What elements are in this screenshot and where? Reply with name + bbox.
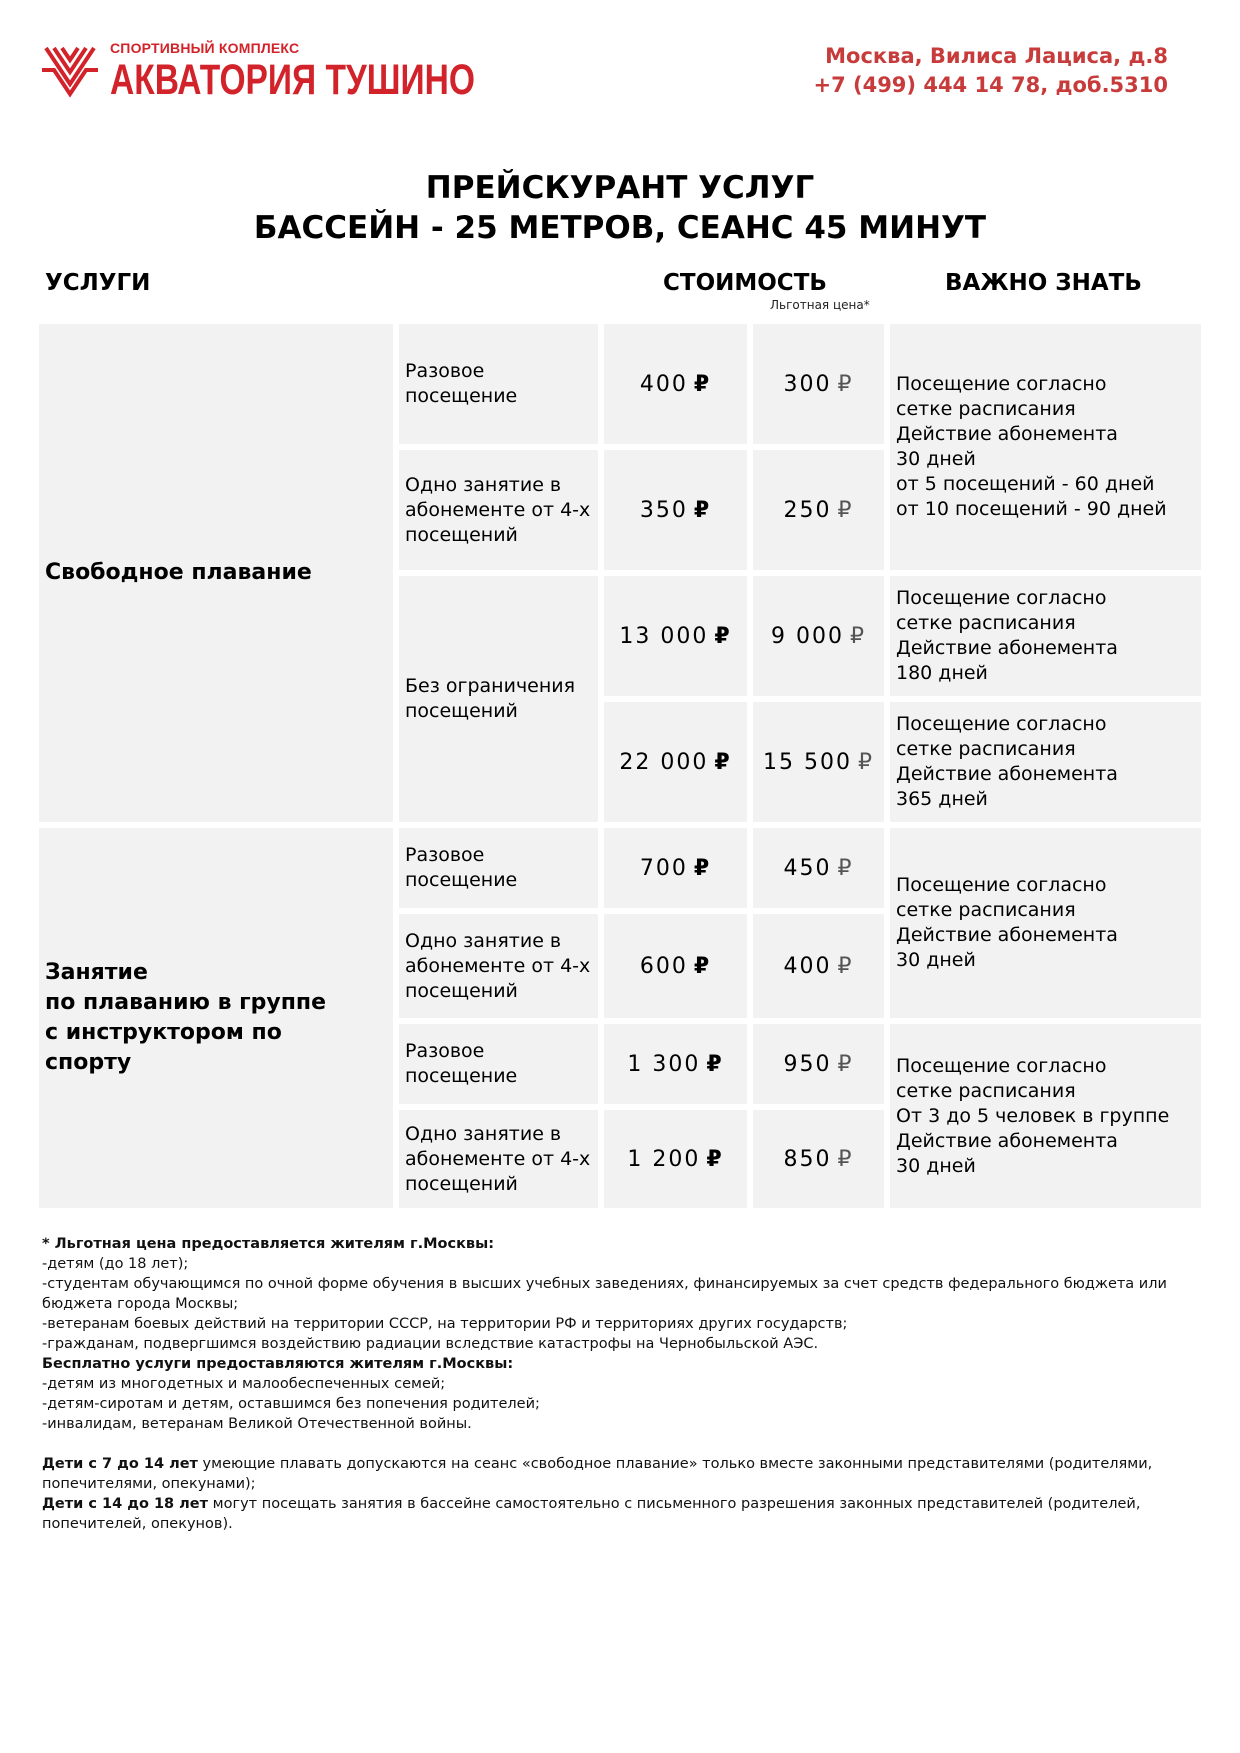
kids-rule-1 <box>42 1454 1202 1494</box>
discount-price-cell <box>753 1024 884 1104</box>
ruble-icon: ₽ <box>837 371 854 397</box>
discount-value: 250 <box>783 497 832 523</box>
discount-item: -гражданам, подвергшимся воздействию радиации вследствие катастрофы на Чернобыльской АЭС. <box>42 1336 819 1352</box>
discount-item: -студентам обучающимся по очной форме обучения в высших учебных заведениях, финансируемых за счет средств федерального бюджета или бюджета города Москвы; <box>42 1276 1167 1312</box>
free-item: -инвалидам, ветеранам Великой Отечественной войны. <box>42 1416 472 1432</box>
note-line: 30 дней <box>896 1154 976 1177</box>
price-cell <box>604 324 747 444</box>
page-title <box>0 168 1240 248</box>
price-value: 13 000 <box>619 623 709 649</box>
discount-price-cell <box>753 914 884 1018</box>
discount-price-cell <box>753 450 884 570</box>
phone: +7 (499) 444 14 78, доб.5310 <box>813 73 1168 97</box>
discount-value: 15 500 <box>763 749 852 775</box>
visit-type: Разовое посещение <box>399 324 598 444</box>
title-line-2: БАССЕЙН - 25 МЕТРОВ, СЕАНС 45 МИНУТ <box>253 210 987 246</box>
price-cell <box>604 702 747 822</box>
visit-type: Без ограничения посещений <box>399 576 598 822</box>
contact-block <box>813 42 1168 100</box>
ruble-icon: ₽ <box>837 1051 854 1077</box>
discount-title: * Льготная цена предоставляется жителям г.Москвы: <box>42 1236 495 1252</box>
logo-subtitle: СПОРТИВНЫЙ КОМПЛЕКС <box>110 40 300 56</box>
discount-item: -ветеранам боевых действий на территории СССР, на территории РФ и территориях других государств; <box>42 1316 848 1332</box>
important-note <box>890 324 1201 570</box>
important-note <box>890 1024 1201 1208</box>
discount-price-cell <box>753 576 884 696</box>
price-cell <box>604 1110 747 1208</box>
footnotes <box>42 1234 1202 1534</box>
note-line: Посещение согласно <box>896 713 1107 735</box>
note-line: Действие абонемента <box>896 637 1118 659</box>
discount-price-cell <box>753 1110 884 1208</box>
discount-value: 450 <box>783 855 832 881</box>
note-line: Посещение согласно <box>896 874 1107 896</box>
note-line: 30 дней <box>896 949 976 971</box>
service-free-swim: Свободное плавание <box>39 324 393 822</box>
note-line: Действие абонемента <box>896 1129 1118 1152</box>
kids-rule-1-text: умеющие плавать допускаются на сеанс «свободное плавание» только вместе законными представителями (родителями, попечителями, опекунами); <box>42 1456 1153 1492</box>
price-value: 600 <box>639 953 688 979</box>
kids-rule-2-text: могут посещать занятия в бассейне самостоятельно с письменного разрешения законных представителей (родителей, попечителей, опекунов). <box>42 1496 1141 1532</box>
note-line: Посещение согласно <box>896 1054 1107 1077</box>
address: Москва, Вилиса Лациса, д.8 <box>825 44 1168 68</box>
discount-value: 400 <box>783 953 832 979</box>
ruble-icon: ₽ <box>837 953 854 979</box>
note-line: Посещение согласно <box>896 587 1107 609</box>
visit-type: Одно занятие в абонементе от 4-х посещений <box>399 1110 598 1208</box>
note-line: от 10 посещений - 90 дней <box>896 498 1167 520</box>
note-line: сетке расписания <box>896 899 1076 921</box>
visit-type: Разовое посещение <box>399 828 598 908</box>
ruble-icon: ₽ <box>849 623 866 649</box>
important-note <box>890 576 1201 696</box>
logo <box>40 40 475 104</box>
discount-value: 850 <box>783 1146 832 1172</box>
ruble-icon: ₽ <box>706 1051 724 1077</box>
column-header-services: УСЛУГИ <box>45 270 151 296</box>
kids-rule-2-age: Дети с 14 до 18 лет <box>42 1496 209 1512</box>
important-note <box>890 828 1201 1018</box>
note-line: 365 дней <box>896 788 988 810</box>
logo-mark-icon <box>40 40 100 100</box>
note-line: Действие абонемента <box>896 924 1118 946</box>
ruble-icon: ₽ <box>837 1146 854 1172</box>
note-line: сетке расписания <box>896 398 1076 420</box>
price-value: 1 300 <box>627 1051 701 1077</box>
ruble-icon: ₽ <box>837 497 854 523</box>
note-line: Посещение согласно <box>896 373 1107 395</box>
price-cell <box>604 828 747 908</box>
price-value: 1 200 <box>627 1146 701 1172</box>
visit-type: Одно занятие в абонементе от 4-х посещений <box>399 914 598 1018</box>
price-value: 700 <box>639 855 688 881</box>
price-cell <box>604 576 747 696</box>
service-label-line: спорту <box>45 1050 132 1075</box>
note-line: сетке расписания <box>896 612 1076 634</box>
discount-price-cell <box>753 324 884 444</box>
service-group-swim <box>39 828 393 1208</box>
price-value: 400 <box>639 371 688 397</box>
note-line: 30 дней <box>896 448 976 470</box>
price-cell <box>604 450 747 570</box>
ruble-icon: ₽ <box>693 855 712 881</box>
price-cell <box>604 914 747 1018</box>
note-line: Действие абонемента <box>896 423 1118 445</box>
title-line-1: ПРЕЙСКУРАНТ УСЛУГ <box>425 170 815 206</box>
kids-rule-1-age: Дети с 7 до 14 лет <box>42 1456 198 1472</box>
free-item: -детям из многодетных и малообеспеченных семей; <box>42 1376 446 1392</box>
price-cell <box>604 1024 747 1104</box>
visit-type: Одно занятие в абонементе от 4-х посещений <box>399 450 598 570</box>
price-value: 350 <box>639 497 688 523</box>
discount-item: -детям (до 18 лет); <box>42 1256 189 1272</box>
column-header-important: ВАЖНО ЗНАТЬ <box>945 270 1142 296</box>
discount-price-cell <box>753 828 884 908</box>
column-header-cost: СТОИМОСТЬ <box>663 270 827 296</box>
visit-type: Разовое посещение <box>399 1024 598 1104</box>
free-title: Бесплатно услуги предоставляются жителям г.Москвы: <box>42 1356 514 1372</box>
note-line: сетке расписания <box>896 1079 1076 1102</box>
discount-value: 300 <box>783 371 832 397</box>
ruble-icon: ₽ <box>714 749 732 775</box>
discount-price-cell <box>753 702 884 822</box>
important-note <box>890 702 1201 822</box>
note-line: Действие абонемента <box>896 763 1118 785</box>
service-label-line: с инструктором по <box>45 1020 282 1045</box>
note-line: от 5 посещений - 60 дней <box>896 473 1155 495</box>
price-value: 22 000 <box>619 749 709 775</box>
ruble-icon: ₽ <box>706 1146 724 1172</box>
note-line: 180 дней <box>896 662 988 684</box>
discount-value: 9 000 <box>771 623 844 649</box>
discount-value: 950 <box>783 1051 832 1077</box>
service-label-line: Занятие <box>45 960 148 985</box>
ruble-icon: ₽ <box>714 623 732 649</box>
ruble-icon: ₽ <box>857 749 874 775</box>
logo-title: АКВАТОРИЯ ТУШИНО <box>110 56 475 104</box>
ruble-icon: ₽ <box>693 953 712 979</box>
note-line: От 3 до 5 человек в группе <box>896 1104 1170 1127</box>
discount-price-label: Льготная цена* <box>770 298 870 312</box>
service-label-line: по плаванию в группе <box>45 990 327 1015</box>
kids-rule-2 <box>42 1494 1202 1534</box>
note-line: сетке расписания <box>896 738 1076 760</box>
free-item: -детям-сиротам и детям, оставшимся без попечения родителей; <box>42 1396 540 1412</box>
ruble-icon: ₽ <box>837 855 854 881</box>
ruble-icon: ₽ <box>693 371 712 397</box>
ruble-icon: ₽ <box>693 497 712 523</box>
